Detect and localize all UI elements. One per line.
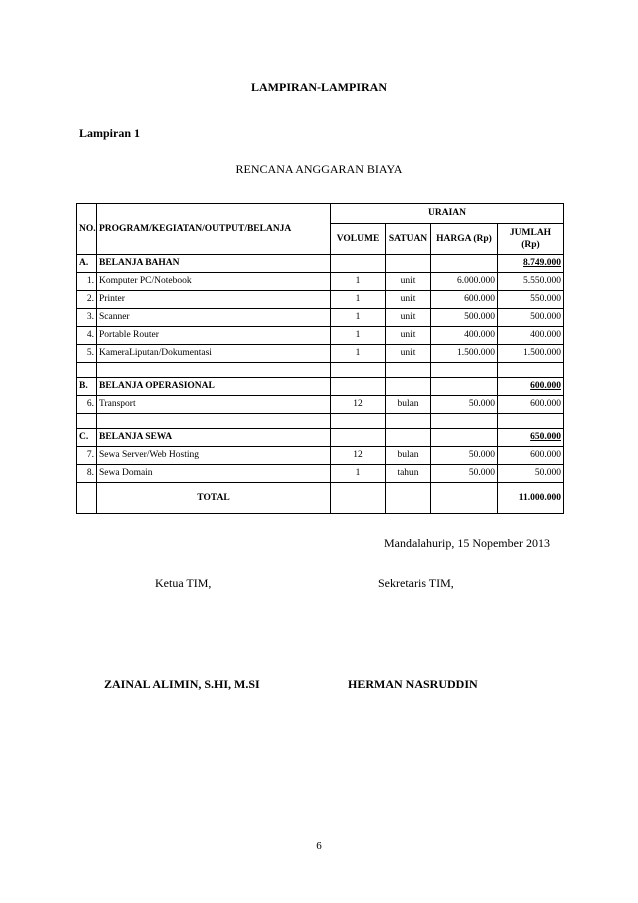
budget-table — [76, 203, 564, 514]
item-amount: 500.000 — [498, 309, 564, 327]
section-row — [77, 255, 564, 273]
item-no: 2. — [77, 291, 97, 309]
item-no: 1. — [77, 273, 97, 291]
item-name: KameraLiputan/Dokumentasi — [97, 345, 331, 363]
total-label: TOTAL — [97, 483, 331, 514]
empty-cell — [331, 483, 386, 514]
empty-cell — [331, 414, 386, 429]
item-price: 600.000 — [431, 291, 498, 309]
page-number: 6 — [316, 840, 322, 852]
empty-cell — [498, 363, 564, 378]
empty-cell — [77, 414, 97, 429]
header-uraian: URAIAN — [331, 204, 564, 224]
item-price: 50.000 — [431, 465, 498, 483]
item-name: Scanner — [97, 309, 331, 327]
header-satuan: SATUAN — [386, 224, 431, 255]
table-row — [77, 396, 564, 414]
item-price: 6.000.000 — [431, 273, 498, 291]
empty-cell — [331, 255, 386, 273]
section-name: BELANJA OPERASIONAL — [97, 378, 331, 396]
section-code: B. — [77, 378, 97, 396]
header-no: NO. — [77, 204, 97, 255]
item-no: 3. — [77, 309, 97, 327]
item-volume: 1 — [331, 291, 386, 309]
spacer-row — [77, 363, 564, 378]
item-volume: 1 — [331, 345, 386, 363]
item-amount: 50.000 — [498, 465, 564, 483]
empty-cell — [77, 363, 97, 378]
header-harga: HARGA (Rp) — [431, 224, 498, 255]
empty-cell — [431, 255, 498, 273]
place-date: Mandalahurip, 15 Nopember 2013 — [384, 536, 550, 550]
item-price: 50.000 — [431, 447, 498, 465]
item-volume: 1 — [331, 309, 386, 327]
item-volume: 12 — [331, 396, 386, 414]
header-jumlah: JUMLAH (Rp) — [498, 224, 564, 255]
item-name: Sewa Server/Web Hosting — [97, 447, 331, 465]
item-unit: bulan — [386, 447, 431, 465]
secretary-name: HERMAN NASRUDDIN — [348, 677, 478, 691]
item-unit: unit — [386, 309, 431, 327]
item-volume: 12 — [331, 447, 386, 465]
item-no: 6. — [77, 396, 97, 414]
section-name: BELANJA SEWA — [97, 429, 331, 447]
section-subtotal: 600.000 — [498, 378, 564, 396]
item-no: 7. — [77, 447, 97, 465]
section-row — [77, 429, 564, 447]
item-amount: 400.000 — [498, 327, 564, 345]
empty-cell — [431, 483, 498, 514]
item-name: Komputer PC/Notebook — [97, 273, 331, 291]
item-amount: 550.000 — [498, 291, 564, 309]
item-unit: bulan — [386, 396, 431, 414]
table-row — [77, 465, 564, 483]
item-price: 400.000 — [431, 327, 498, 345]
table-row — [77, 273, 564, 291]
empty-cell — [386, 255, 431, 273]
header-volume: VOLUME — [331, 224, 386, 255]
item-volume: 1 — [331, 273, 386, 291]
table-row — [77, 291, 564, 309]
item-unit: unit — [386, 327, 431, 345]
item-amount: 600.000 — [498, 447, 564, 465]
item-no: 4. — [77, 327, 97, 345]
document-heading: LAMPIRAN-LAMPIRAN — [251, 80, 387, 94]
empty-cell — [386, 414, 431, 429]
empty-cell — [431, 378, 498, 396]
empty-cell — [77, 483, 97, 514]
spacer-row — [77, 414, 564, 429]
empty-cell — [386, 378, 431, 396]
empty-cell — [498, 414, 564, 429]
item-name: Sewa Domain — [97, 465, 331, 483]
total-value: 11.000.000 — [498, 483, 564, 514]
empty-cell — [431, 429, 498, 447]
item-amount: 600.000 — [498, 396, 564, 414]
empty-cell — [386, 483, 431, 514]
total-row — [77, 483, 564, 514]
empty-cell — [431, 414, 498, 429]
empty-cell — [331, 429, 386, 447]
item-no: 5. — [77, 345, 97, 363]
section-name: BELANJA BAHAN — [97, 255, 331, 273]
empty-cell — [431, 363, 498, 378]
empty-cell — [386, 363, 431, 378]
item-volume: 1 — [331, 327, 386, 345]
table-row — [77, 345, 564, 363]
secretary-role: Sekretaris TIM, — [378, 576, 454, 590]
item-amount: 5.550.000 — [498, 273, 564, 291]
chairman-role: Ketua TIM, — [155, 576, 212, 590]
item-price: 50.000 — [431, 396, 498, 414]
item-unit: unit — [386, 273, 431, 291]
section-code: C. — [77, 429, 97, 447]
chairman-name: ZAINAL ALIMIN, S.HI, M.SI — [104, 677, 260, 691]
item-no: 8. — [77, 465, 97, 483]
item-name: Portable Router — [97, 327, 331, 345]
header-program: PROGRAM/KEGIATAN/OUTPUT/BELANJA — [97, 204, 331, 255]
budget-title: RENCANA ANGGARAN BIAYA — [235, 162, 403, 176]
item-unit: unit — [386, 345, 431, 363]
budget-table-body — [77, 255, 564, 514]
table-row — [77, 327, 564, 345]
item-price: 500.000 — [431, 309, 498, 327]
empty-cell — [97, 414, 331, 429]
item-unit: tahun — [386, 465, 431, 483]
item-price: 1.500.000 — [431, 345, 498, 363]
section-subtotal: 650.000 — [498, 429, 564, 447]
empty-cell — [331, 363, 386, 378]
table-row — [77, 309, 564, 327]
section-code: A. — [77, 255, 97, 273]
empty-cell — [97, 363, 331, 378]
item-unit: unit — [386, 291, 431, 309]
empty-cell — [386, 429, 431, 447]
table-row — [77, 447, 564, 465]
empty-cell — [331, 378, 386, 396]
item-amount: 1.500.000 — [498, 345, 564, 363]
item-volume: 1 — [331, 465, 386, 483]
appendix-label: Lampiran 1 — [79, 126, 141, 140]
item-name: Transport — [97, 396, 331, 414]
item-name: Printer — [97, 291, 331, 309]
section-subtotal: 8.749.000 — [498, 255, 564, 273]
section-row — [77, 378, 564, 396]
